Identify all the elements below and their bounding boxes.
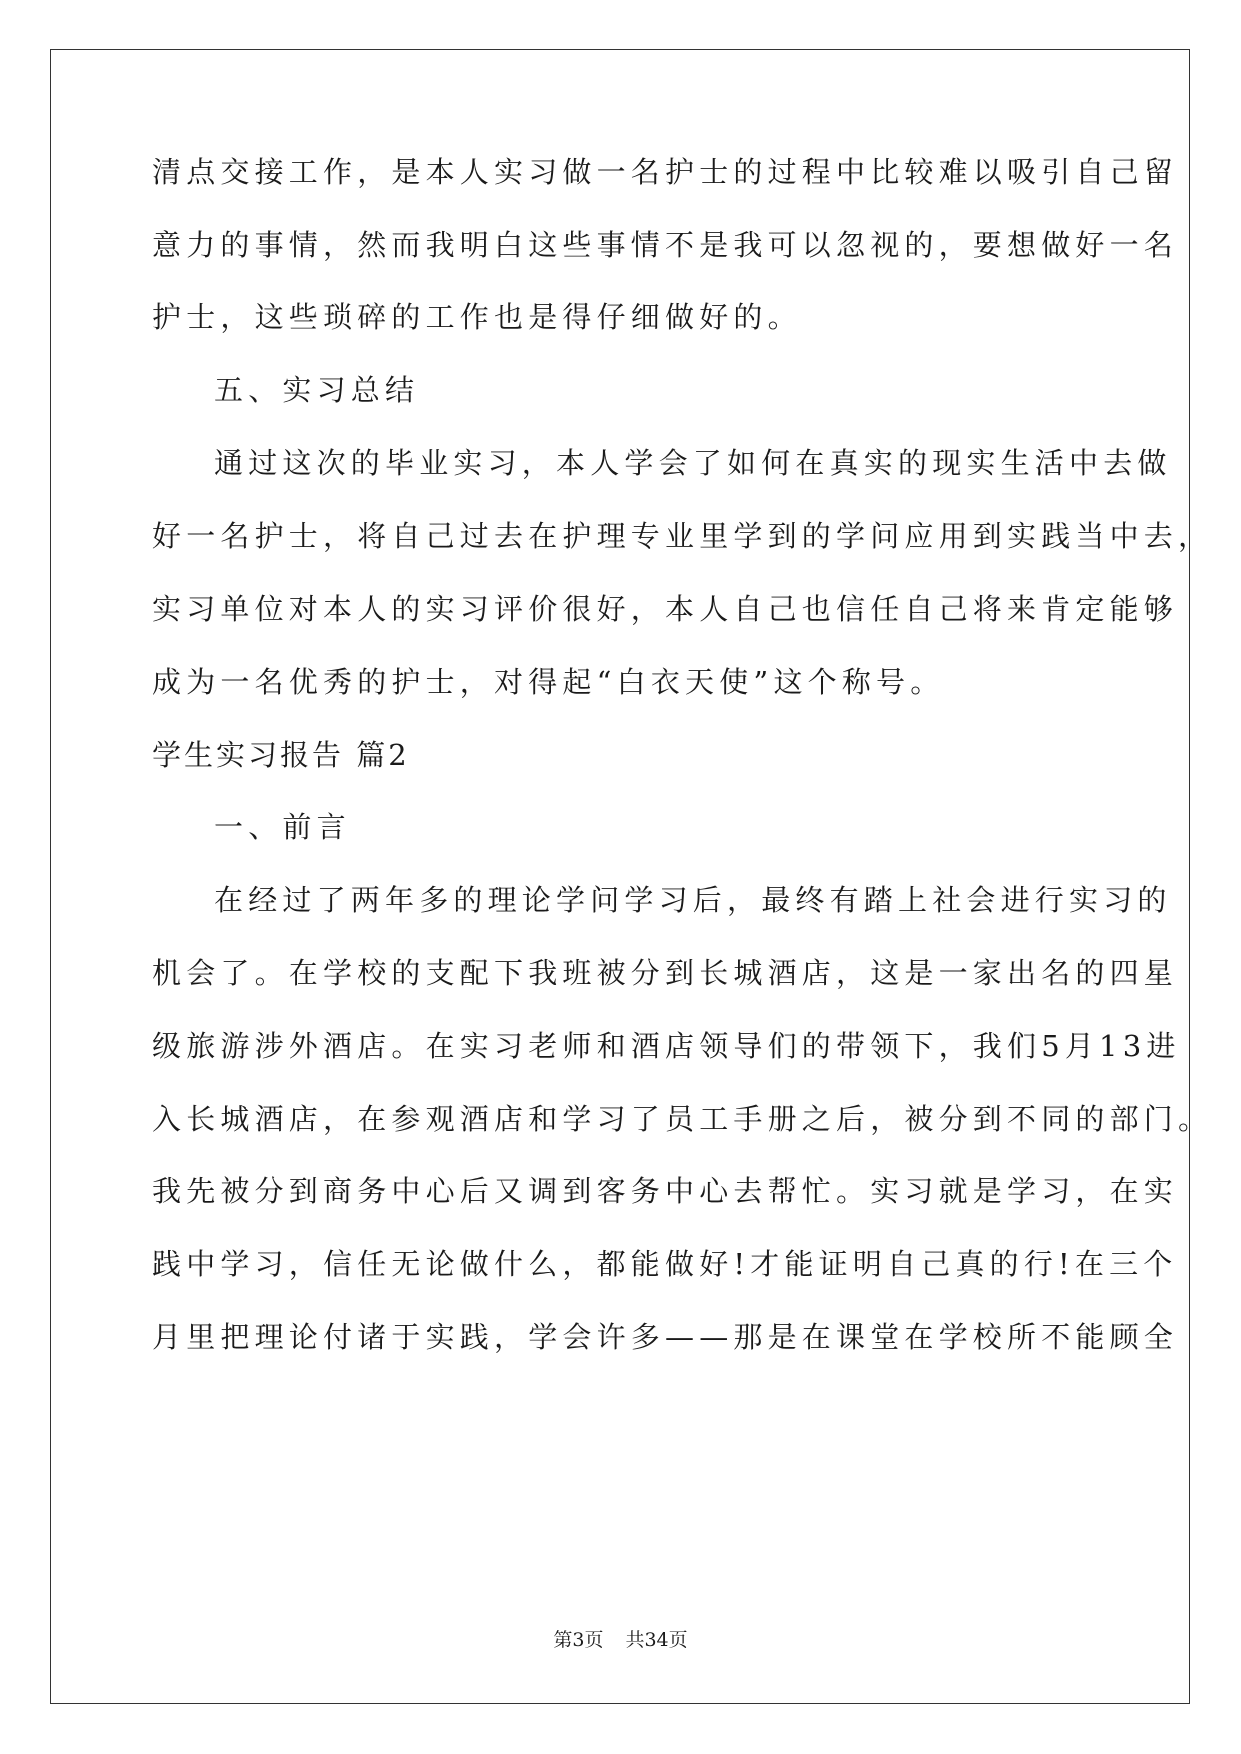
text-line: 成为一名优秀的护士，对得起“白衣天使”这个称号。 xyxy=(152,665,945,699)
text-line: 实习单位对本人的实习评价很好，本人自己也信任自己将来肯定能够 xyxy=(152,592,1179,626)
text-line: 月里把理论付诸于实践，学会许多——那是在课堂在学校所不能顾全 xyxy=(152,1320,1179,1354)
text-line: 护士，这些琐碎的工作也是得仔细做好的。 xyxy=(152,300,802,334)
page-total: 共34页 xyxy=(625,1629,688,1651)
text-line: 践中学习，信任无论做什么，都能做好!才能证明自己真的行!在三个 xyxy=(152,1247,1178,1281)
text-line: 级旅游涉外酒店。在实习老师和酒店领导们的带领下，我们5月13进 xyxy=(152,1029,1181,1063)
text-line: 意力的事情，然而我明白这些事情不是我可以忽视的，要想做好一名 xyxy=(152,228,1179,262)
text-line: 机会了。在学校的支配下我班被分到长城酒店，这是一家出名的四星 xyxy=(152,956,1179,990)
page-footer xyxy=(0,1628,1241,1652)
text-line: 入长城酒店，在参观酒店和学习了员工手册之后，被分到不同的部门。 xyxy=(152,1102,1213,1136)
section-heading: 一、前言 xyxy=(214,810,351,844)
article-title: 学生实习报告 篇2 xyxy=(152,738,410,772)
text-line: 清点交接工作，是本人实习做一名护士的过程中比较难以吸引自己留 xyxy=(152,155,1179,189)
section-heading: 五、实习总结 xyxy=(214,373,420,407)
text-line: 通过这次的毕业实习，本人学会了如何在真实的现实生活中去做 xyxy=(214,446,1172,480)
text-line: 好一名护士，将自己过去在护理专业里学到的学问应用到实践当中去， xyxy=(152,519,1213,553)
page-border xyxy=(50,49,1190,1704)
text-line: 在经过了两年多的理论学问学习后，最终有踏上社会进行实习的 xyxy=(214,883,1172,917)
page-number: 第3页 xyxy=(553,1629,604,1651)
text-line: 我先被分到商务中心后又调到客务中心去帮忙。实习就是学习，在实 xyxy=(152,1174,1179,1208)
